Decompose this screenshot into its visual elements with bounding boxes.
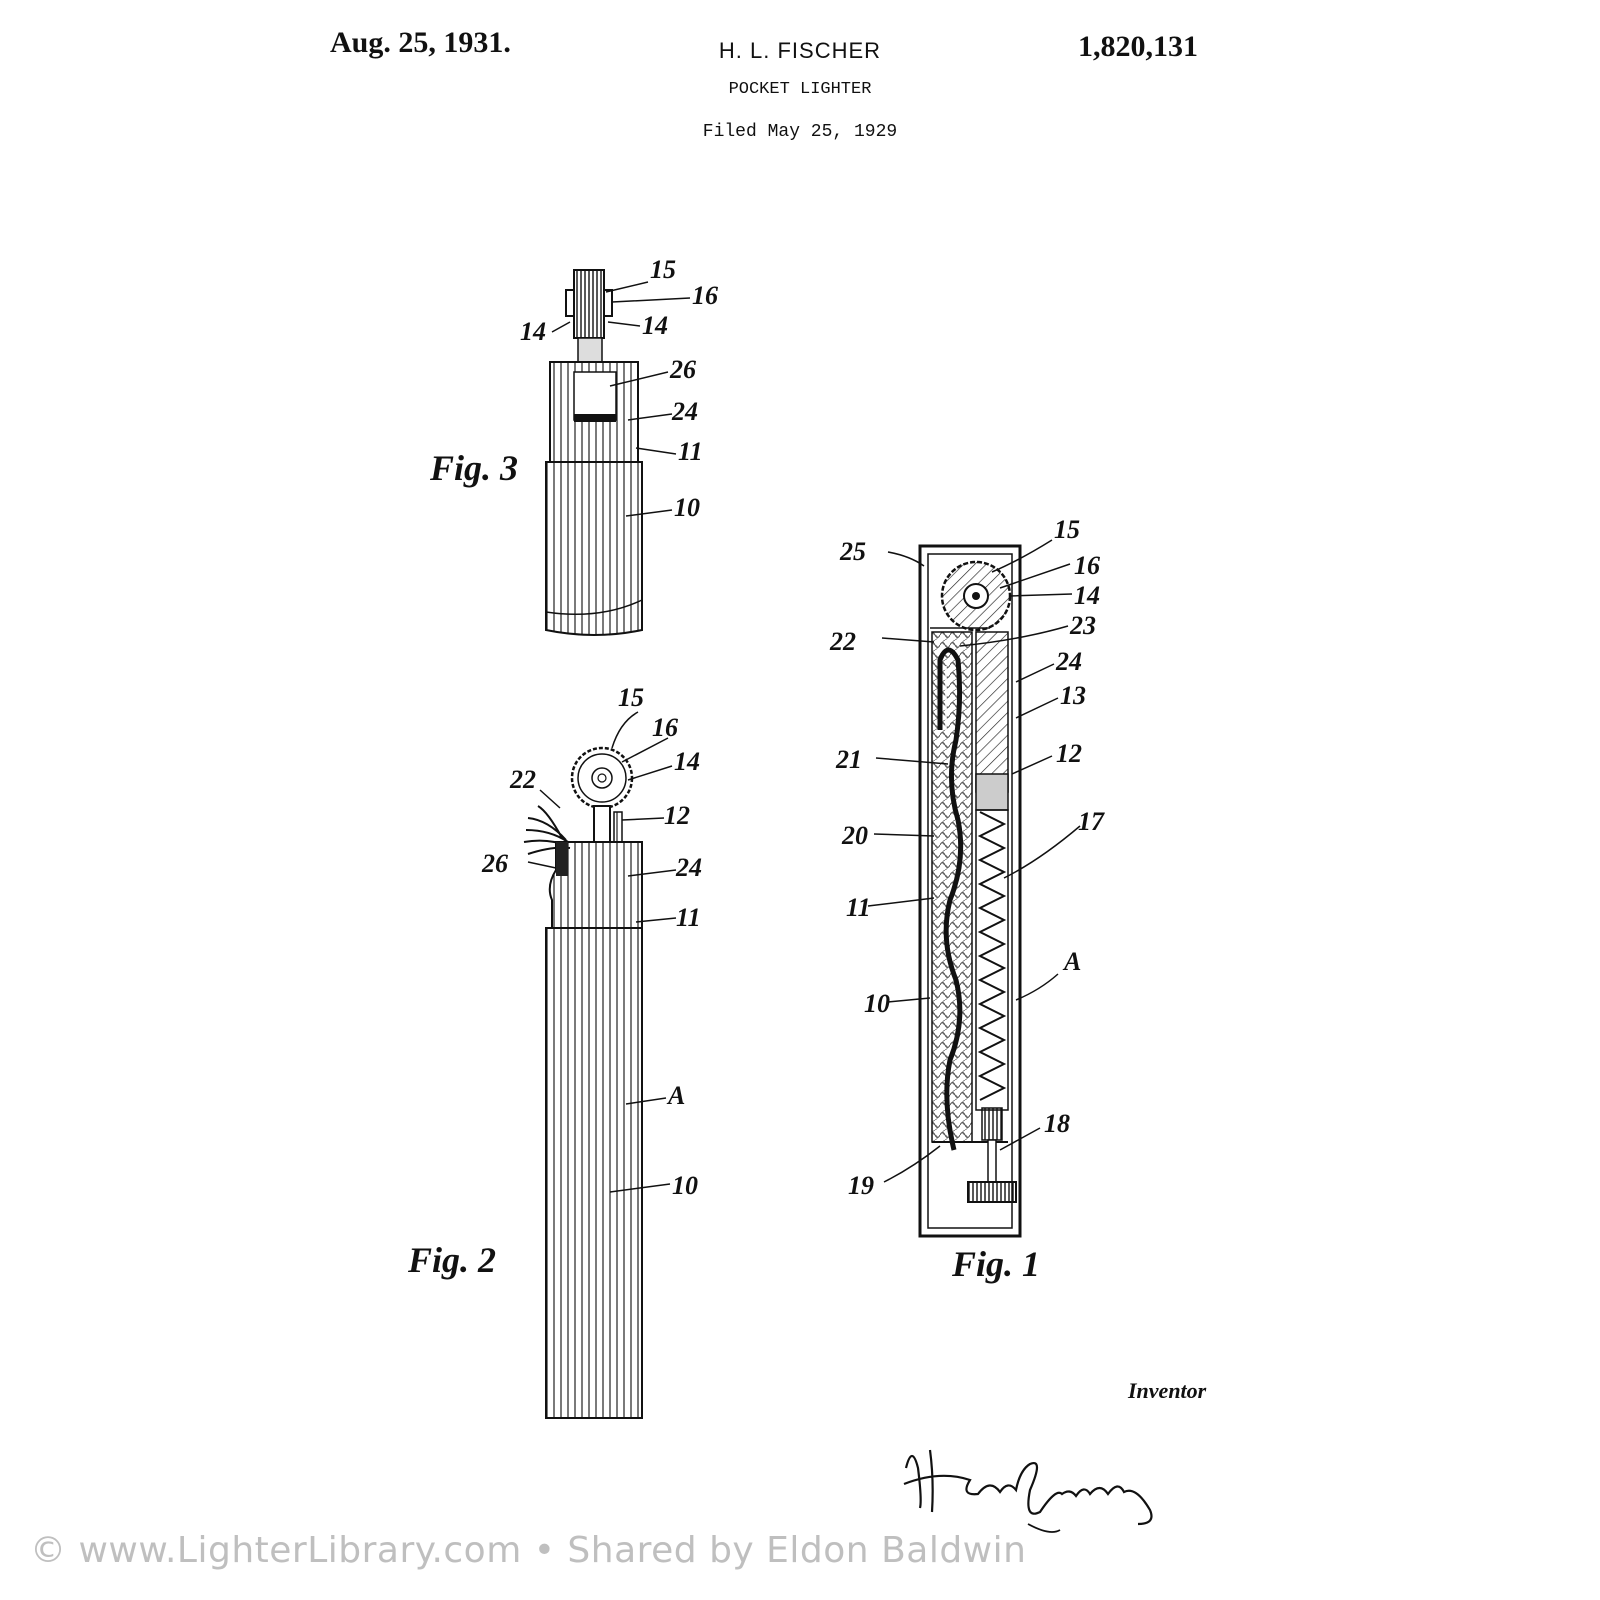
- figure-3: [429, 255, 718, 635]
- fig1-label-23: 23: [1070, 611, 1096, 640]
- fig2-label-26: 26: [482, 849, 508, 878]
- inventor-name: H. L. FISCHER: [718, 38, 882, 63]
- fig2-label-22: 22: [510, 765, 536, 794]
- fig1-label-18: 18: [1044, 1109, 1070, 1138]
- adjusting-screw-drawing: [968, 1182, 1016, 1202]
- fig1-label-13: 13: [1060, 681, 1086, 710]
- fig1-label-22: 22: [830, 627, 856, 656]
- fig1-label-20: 20: [842, 821, 868, 850]
- fig1-label-10: 10: [864, 989, 890, 1018]
- fig2-label-15: 15: [618, 683, 644, 712]
- fig3-label-10: 10: [674, 493, 700, 522]
- fig2-label-A: A: [668, 1081, 686, 1110]
- fig3-label-14-left: 14: [520, 317, 546, 346]
- inventor-signature: [904, 1450, 1152, 1532]
- patent-number: 1,820,131: [1078, 30, 1198, 63]
- patent-date: Aug. 25, 1931.: [330, 26, 511, 59]
- fig1-label-17: 17: [1078, 807, 1104, 836]
- fig1-label-11: 11: [846, 893, 871, 922]
- flint-tube-drawing: [976, 632, 1008, 792]
- fig3-label-15: 15: [650, 255, 676, 284]
- fig1-label-12: 12: [1056, 739, 1082, 768]
- body-drawing: [546, 462, 642, 635]
- fig1-label-24: 24: [1056, 647, 1082, 676]
- fig3-label-14-right: 14: [642, 311, 668, 340]
- fig1-label-14: 14: [1074, 581, 1100, 610]
- fig1-label-A: A: [1064, 947, 1082, 976]
- fig2-label-12: 12: [664, 801, 690, 830]
- fig1-label-16: 16: [1074, 551, 1100, 580]
- figure-1: [829, 515, 1105, 1284]
- fig2-label-11: 11: [676, 903, 701, 932]
- patent-title: POCKET LIGHTER: [728, 80, 872, 99]
- fig1-label-15: 15: [1054, 515, 1080, 544]
- fig2-label-24: 24: [676, 853, 702, 882]
- fig1-label-25: 25: [840, 537, 866, 566]
- copyright-watermark: © www.LighterLibrary.com • Shared by Eldon Baldwin: [30, 1530, 1027, 1571]
- fig2-label-10: 10: [672, 1171, 698, 1200]
- fig1-caption: Fig. 1: [952, 1244, 1041, 1284]
- flint-wheel-side-drawing: [572, 748, 632, 808]
- fig3-caption: Fig. 3: [430, 448, 519, 488]
- fig1-label-19: 19: [848, 1171, 874, 1200]
- fig2-label-14: 14: [674, 747, 700, 776]
- figure-2: [407, 683, 702, 1418]
- fig3-label-11: 11: [678, 437, 703, 466]
- fig3-label-24: 24: [672, 397, 698, 426]
- filed-date: Filed May 25, 1929: [702, 122, 898, 142]
- fig2-caption: Fig. 2: [408, 1240, 497, 1280]
- fig2-label-16: 16: [652, 713, 678, 742]
- fig3-label-26: 26: [670, 355, 696, 384]
- fig3-label-16: 16: [692, 281, 718, 310]
- inventor-label: Inventor: [1128, 1378, 1207, 1403]
- fig1-label-21: 21: [836, 745, 862, 774]
- flint-wheel-drawing: [574, 270, 604, 338]
- body-side-drawing: [546, 928, 642, 1418]
